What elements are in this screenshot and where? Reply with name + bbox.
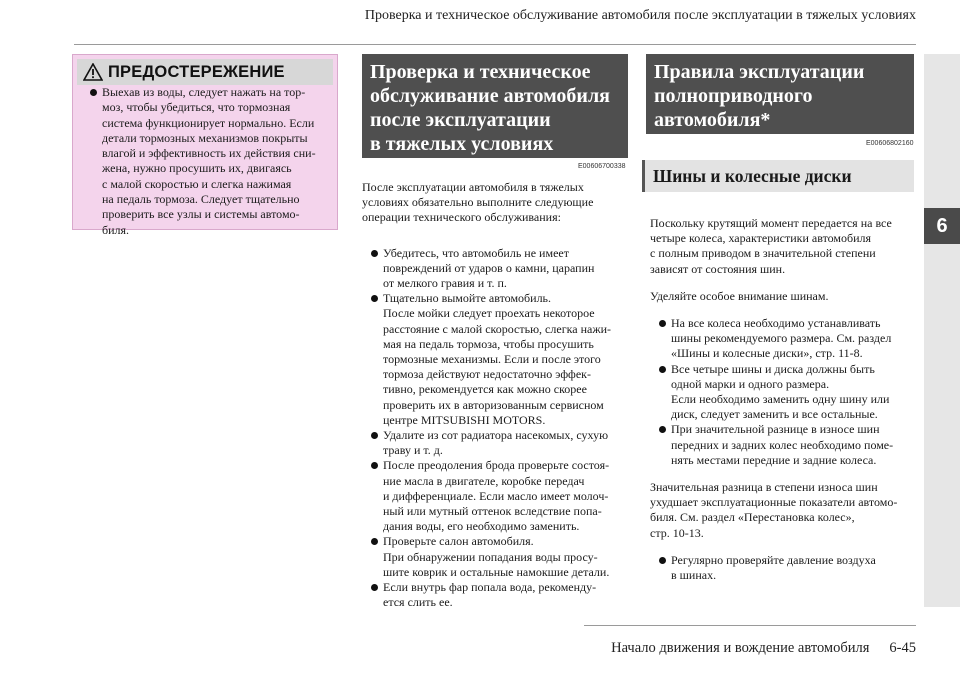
text-line: на педаль тормоза. Следует тщательно bbox=[102, 192, 300, 207]
text-line: с полным приводом в значительной степени bbox=[650, 246, 876, 261]
middle-column-text bbox=[362, 180, 630, 610]
text-line: зависят от состояния шин. bbox=[650, 261, 786, 276]
tires-list bbox=[658, 316, 918, 468]
page-number: 6-45 bbox=[889, 640, 916, 656]
text-line: система функционирует нормально. Если bbox=[102, 115, 315, 130]
text-line: тивно, рекомендуется как можно скорее bbox=[383, 382, 587, 397]
text-line: Все четыре шины и диска должны быть bbox=[671, 361, 875, 376]
heading-line: автомобиля* bbox=[654, 109, 771, 131]
bullet-dot-icon bbox=[659, 426, 666, 433]
section-code: E00606802160 bbox=[866, 140, 914, 147]
text-line: одной марки и одного размера. bbox=[671, 376, 830, 391]
text-line: стр. 10-13. bbox=[650, 525, 704, 540]
text-line: проверить все узлы и системы автомо- bbox=[102, 207, 300, 222]
text-line: с малой скоростью и слегка нажимая bbox=[102, 176, 292, 191]
text-line: На все колеса необходимо устанавливать bbox=[671, 316, 881, 331]
header-rule bbox=[74, 44, 916, 45]
text-line: Проверьте салон автомобиля. bbox=[383, 534, 534, 549]
text-line: Если внутрь фар попала вода, рекоменду- bbox=[383, 580, 597, 595]
text-line: Тщательно вымойте автомобиль. bbox=[383, 291, 552, 306]
text-line: центре MITSUBISHI MOTORS. bbox=[383, 412, 546, 427]
paragraph bbox=[650, 289, 918, 304]
text-line: нять местами передние и задние колеса. bbox=[671, 452, 877, 467]
text-line: жена, нужно просушить их, двигаясь bbox=[102, 161, 292, 176]
text-line: Удалите из сот радиатора насекомых, сухую bbox=[383, 428, 609, 443]
text-line: После преодоления брода проверьте состоя- bbox=[383, 458, 610, 473]
text-line: тормозные механизмы. Если и после этого bbox=[383, 352, 601, 367]
section-heading-maintenance bbox=[362, 54, 628, 158]
text-line: диск, следует заменить и все остальные. bbox=[671, 407, 878, 422]
warning-label: ПРЕДОСТЕРЕЖЕНИЕ bbox=[108, 62, 285, 81]
text-line: После мойки следует проехать некоторое bbox=[383, 306, 595, 321]
bullet-dot-icon bbox=[659, 557, 666, 564]
paragraph bbox=[650, 480, 918, 541]
running-header: Проверка и техническое обслуживание автомобиля после эксплуатации в тяжелых условиях bbox=[364, 8, 916, 23]
footer bbox=[584, 640, 916, 657]
text-line: Выехав из воды, следует нажать на тор- bbox=[102, 85, 306, 99]
warning-bullet bbox=[89, 85, 333, 238]
bullet-dot-icon bbox=[371, 295, 378, 302]
text-line: «Шины и колесные диски», стр. 11-8. bbox=[671, 346, 863, 361]
text-line: дания воды, его необходимо заменить. bbox=[383, 519, 580, 534]
warning-triangle-icon bbox=[83, 63, 103, 81]
text-line: ется слить ее. bbox=[383, 595, 453, 610]
warning-text bbox=[89, 85, 333, 238]
text-line: операции технического обслуживания: bbox=[362, 210, 561, 225]
paragraph bbox=[650, 216, 918, 277]
text-line: ухудшает эксплуатационные показатели автомо- bbox=[650, 495, 898, 510]
text-line: тормоза действуют недостаточно эффек- bbox=[383, 367, 591, 382]
list-item bbox=[370, 580, 630, 610]
bullet-dot-icon bbox=[371, 584, 378, 591]
text-line: повреждений от ударов о камни, царапин bbox=[383, 260, 595, 275]
text-line: шите коврик и остальные намокшие детали. bbox=[383, 564, 610, 579]
bullet-dot-icon bbox=[659, 366, 666, 373]
text-line: Уделяйте особое внимание шинам. bbox=[650, 288, 829, 303]
bullet-dot-icon bbox=[371, 538, 378, 545]
text-line: проверить их в авторизованным сервисном bbox=[383, 397, 604, 412]
text-line: шины рекомендуемого размера. См. раздел bbox=[671, 331, 892, 346]
text-line: Если необходимо заменить одну шину или bbox=[671, 392, 890, 407]
list-item bbox=[370, 458, 630, 534]
bullet-dot-icon bbox=[371, 432, 378, 439]
list-item bbox=[658, 422, 918, 468]
text-line: от мелкого гравия и т. п. bbox=[383, 276, 507, 291]
heading-line: полноприводного bbox=[654, 85, 813, 107]
text-line: моз, чтобы убедиться, что тормозная bbox=[102, 100, 291, 115]
list-item bbox=[370, 534, 630, 580]
text-line: мая на педаль тормоза, чтобы просушить bbox=[383, 336, 594, 351]
text-line: Регулярно проверяйте давление воздуха bbox=[671, 552, 876, 567]
footer-rule bbox=[584, 625, 916, 626]
text-line: При значительной разнице в износе шин bbox=[671, 422, 880, 437]
subheading-tires: Шины и колесные диски bbox=[642, 160, 914, 192]
text-line: передних и задних колес необходимо поме- bbox=[671, 437, 894, 452]
list-item bbox=[370, 291, 630, 428]
text-line: в шинах. bbox=[671, 568, 717, 583]
text-line: расстояние с малой скоростью, слегка нажи- bbox=[383, 321, 612, 336]
text-line: траву и т. д. bbox=[383, 443, 443, 458]
bullet-dot-icon bbox=[371, 250, 378, 257]
list-item bbox=[658, 362, 918, 423]
pressure-list bbox=[658, 553, 918, 583]
warning-header bbox=[77, 59, 333, 85]
right-column-text bbox=[650, 216, 918, 583]
list-item bbox=[658, 316, 918, 362]
text-line: биля. bbox=[102, 222, 130, 237]
heading-line: Проверка и техническое bbox=[370, 61, 591, 83]
text-line: Убедитесь, что автомобиль не имеет bbox=[383, 245, 569, 260]
chapter-number-badge: 6 bbox=[924, 208, 960, 244]
heading-line: обслуживание автомобиля bbox=[370, 85, 610, 107]
list-item bbox=[658, 553, 918, 583]
section-code: E00606700338 bbox=[578, 163, 626, 170]
text-line: четыре колеса, характеристики автомобиля bbox=[650, 231, 872, 246]
bullet-dot-icon bbox=[659, 320, 666, 327]
text-line: ние масла в двигателе, коробке передач bbox=[383, 473, 585, 488]
footer-section-title: Начало движения и вождение автомобиля bbox=[611, 640, 870, 656]
text-line: При обнаружении попадания воды просу- bbox=[383, 549, 598, 564]
bullet-dot-icon bbox=[90, 89, 97, 96]
maintenance-list bbox=[370, 246, 630, 611]
text-line: биля. См. раздел «Перестановка колес», bbox=[650, 510, 855, 525]
text-line: детали тормозных механизмов покрыты bbox=[102, 130, 308, 145]
text-line: и дифференциале. Если масло имеет молоч- bbox=[383, 488, 609, 503]
intro-paragraph bbox=[362, 180, 630, 226]
text-line: Поскольку крутящий момент передается на все bbox=[650, 216, 892, 230]
text-line: влагой и эффективность их действия сни- bbox=[102, 146, 316, 161]
section-heading-4wd bbox=[646, 54, 914, 134]
chapter-side-tab bbox=[924, 54, 960, 607]
warning-box bbox=[72, 54, 338, 237]
heading-line: Правила эксплуатации bbox=[654, 61, 865, 83]
bullet-dot-icon bbox=[371, 462, 378, 469]
heading-line: в тяжелых условиях bbox=[370, 133, 554, 155]
text-line: ный или мутный оттенок вследствие попа- bbox=[383, 504, 602, 519]
list-item bbox=[370, 428, 630, 458]
text-line: После эксплуатации автомобиля в тяжелых bbox=[362, 180, 584, 194]
text-line: условиях обязательно выполните следующие bbox=[362, 195, 594, 210]
heading-line: после эксплуатации bbox=[370, 109, 551, 131]
text-line: Значительная разница в степени износа шин bbox=[650, 480, 878, 495]
list-item bbox=[370, 246, 630, 292]
